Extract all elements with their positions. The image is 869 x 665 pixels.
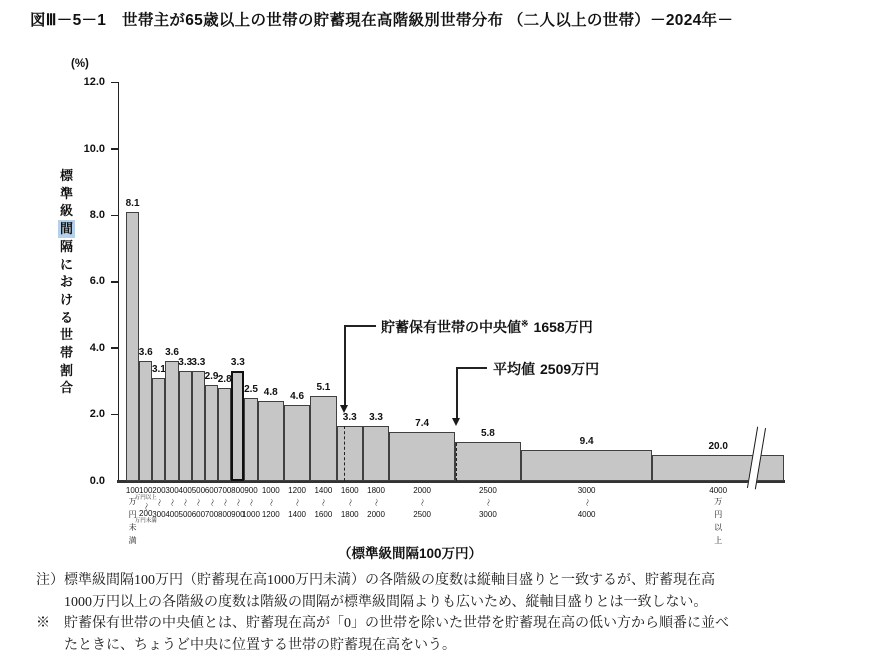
bar bbox=[179, 371, 192, 481]
bar bbox=[205, 385, 218, 481]
y-tick-label: 12.0 bbox=[83, 76, 105, 89]
y-tick-label: 6.0 bbox=[89, 275, 105, 288]
bar-value-label: 3.3 bbox=[342, 412, 357, 424]
median-dashed-line bbox=[344, 426, 345, 481]
x-tick-label: 900 bbox=[231, 510, 245, 519]
y-tick-mark bbox=[111, 215, 118, 217]
y-tick-label: 8.0 bbox=[89, 208, 105, 221]
x-tick-label: 200 bbox=[139, 509, 153, 518]
x-tick-label: 700 bbox=[218, 486, 232, 495]
y-axis-title-char: 標 bbox=[59, 168, 73, 183]
x-tick-label: 1200 bbox=[288, 486, 306, 495]
x-range-tilde: 〜 bbox=[233, 498, 243, 507]
x-range-tilde: 〜 bbox=[207, 498, 217, 507]
y-tick-mark bbox=[111, 414, 118, 416]
y-axis-title-char: 帯 bbox=[59, 345, 73, 360]
bar-value-label: 3.6 bbox=[138, 347, 153, 359]
x-tick-label: 万 bbox=[128, 497, 137, 506]
x-tick-label: 3000 bbox=[577, 486, 596, 495]
x-tick-label: 円 bbox=[128, 510, 137, 519]
bar bbox=[389, 432, 455, 481]
mean-dashed-line bbox=[456, 443, 457, 482]
x-range-tilde: 〜 bbox=[292, 498, 302, 507]
x-tick-label: 1600 bbox=[314, 510, 333, 519]
y-tick-label: 2.0 bbox=[89, 408, 105, 421]
x-tick-sublabel: 万円以上 bbox=[134, 495, 157, 501]
x-range-tilde: 〜 bbox=[246, 498, 256, 507]
bar-value-label: 3.6 bbox=[165, 347, 179, 359]
chart-title: 図Ⅲ－5－1 世帯主が65歳以上の世帯の貯蓄現在高階級別世帯分布 （二人以上の世帯）－2024年－ bbox=[30, 12, 734, 29]
y-axis-title-char: 間 bbox=[59, 221, 73, 237]
y-axis-title-char: 合 bbox=[59, 380, 73, 396]
bar-value-label: 20.0 bbox=[708, 441, 728, 453]
x-tick-sublabel: 万円未満 bbox=[134, 518, 157, 524]
median-annotation-value: 1658万円 bbox=[533, 319, 593, 335]
bar-value-label: 2.9 bbox=[204, 370, 219, 382]
x-range-tilde: 〜 bbox=[220, 498, 230, 507]
footnotes bbox=[36, 570, 741, 656]
footnote-1: 注）標準級間隔100万円（貯蓄現在高1000万円未満）の各階級の度数は縦軸目盛りと一致するが、貯蓄現在高1000万円以上の各階級の度数は階級の間隔が標準級間隔よりも広いため、縦軸目盛りとは一致しない。 bbox=[36, 573, 715, 610]
x-tick-label: 800 bbox=[218, 510, 232, 519]
x-tick-label: 500 bbox=[191, 486, 206, 495]
y-tick-mark bbox=[111, 82, 118, 84]
bar-value-label: 3.3 bbox=[191, 357, 206, 369]
x-range-tilde: 〜 bbox=[167, 498, 177, 507]
median-arrow-line bbox=[344, 325, 376, 327]
bar-value-label: 3.3 bbox=[178, 357, 193, 369]
arrowhead-down-icon bbox=[452, 418, 460, 426]
y-axis-title-char: け bbox=[59, 291, 73, 307]
x-tick-label: 満 bbox=[128, 536, 137, 545]
x-tick-label: 万 bbox=[714, 497, 723, 506]
x-tick-label: 600 bbox=[204, 486, 219, 495]
y-tick-label: 10.0 bbox=[83, 142, 105, 155]
y-tick-mark bbox=[111, 148, 118, 150]
bar bbox=[258, 401, 284, 481]
x-tick-label: 1800 bbox=[340, 510, 359, 519]
y-axis-title-char: 割 bbox=[59, 362, 73, 378]
bar-value-label: 5.8 bbox=[480, 428, 495, 440]
x-range-tilde: 〜 bbox=[193, 498, 203, 507]
x-tick-label: 800 bbox=[231, 486, 245, 495]
y-axis-title-char: 世 bbox=[59, 327, 73, 343]
bar bbox=[218, 388, 231, 481]
bar bbox=[310, 396, 336, 481]
x-tick-label: 600 bbox=[191, 510, 206, 519]
x-range-tilde: 〜 bbox=[154, 498, 164, 507]
bar bbox=[165, 361, 178, 481]
x-range-tilde: 〜 bbox=[180, 498, 190, 507]
x-range-tilde: 〜 bbox=[318, 498, 328, 507]
x-tick-label: 2500 bbox=[478, 486, 497, 495]
y-tick-mark bbox=[111, 281, 118, 283]
x-tick-label: 以 bbox=[714, 523, 723, 532]
y-axis-title-char: 隔 bbox=[59, 238, 73, 254]
y-axis-title-char: に bbox=[59, 256, 73, 272]
x-tick-label: 未 bbox=[128, 523, 137, 532]
bar-value-label: 3.3 bbox=[230, 357, 245, 369]
x-tick-label: 2000 bbox=[367, 510, 385, 519]
median-annotation-text: 貯蓄保有世帯の中央値 bbox=[381, 319, 521, 335]
x-tick-label: 4000 bbox=[709, 486, 728, 495]
x-range-tilde: 〜 bbox=[371, 498, 381, 507]
x-range-tilde: 〜 bbox=[266, 498, 276, 507]
bar-value-label: 8.1 bbox=[125, 198, 140, 210]
y-axis-line bbox=[118, 82, 120, 482]
x-tick-label: 1200 bbox=[261, 510, 280, 519]
mean-annotation-value: 2509万円 bbox=[540, 361, 600, 377]
bar bbox=[652, 455, 784, 481]
x-tick-label: 2000 bbox=[413, 486, 431, 495]
y-tick-label: 0.0 bbox=[89, 474, 105, 487]
bar bbox=[139, 361, 152, 481]
median-annotation-label bbox=[381, 317, 593, 337]
x-tick-label: 100 bbox=[125, 486, 140, 495]
bar-value-label: 2.8 bbox=[217, 374, 232, 386]
mean-arrow-line bbox=[456, 367, 458, 418]
x-range-tilde: 〜 bbox=[582, 498, 592, 507]
x-tick-label: 500 bbox=[178, 510, 192, 519]
y-axis-unit-label: (%) bbox=[71, 58, 89, 70]
mean-annotation-text: 平均値 bbox=[493, 361, 535, 377]
bar-value-label: 3.1 bbox=[151, 364, 166, 376]
bar bbox=[521, 450, 653, 481]
y-axis-title-char: 級 bbox=[59, 203, 73, 219]
bar-value-label: 9.4 bbox=[579, 435, 594, 447]
y-tick-mark bbox=[111, 347, 118, 349]
bar bbox=[244, 398, 257, 481]
x-tick-label: 1600 bbox=[340, 486, 359, 495]
x-tick-label: 100 bbox=[139, 486, 153, 495]
bar-value-label: 7.4 bbox=[415, 417, 430, 429]
bar-value-label: 2.5 bbox=[244, 384, 258, 395]
x-tick-label: 3000 bbox=[478, 510, 497, 519]
x-tick-label: 1400 bbox=[314, 486, 333, 495]
x-range-tilde: 〜 bbox=[483, 498, 493, 507]
bar-value-label: 3.3 bbox=[369, 412, 383, 424]
x-range-tilde: 〜 bbox=[417, 498, 427, 507]
x-tick-label: 1400 bbox=[288, 510, 306, 519]
x-tick-label: 200 bbox=[152, 486, 166, 495]
arrowhead-down-icon bbox=[340, 405, 348, 413]
y-axis-title-char: お bbox=[59, 274, 73, 290]
footnote-2: ※ 貯蓄保有世帯の中央値とは、貯蓄現在高が「0」の世帯を除いた世帯を貯蓄現在高の低い方から順番に並べたときに、ちょうど中央に位置する世帯の貯蓄現在高をいう。 bbox=[36, 616, 729, 653]
bar bbox=[363, 426, 389, 481]
x-tick-label: 4000 bbox=[577, 510, 596, 519]
mean-arrow-line bbox=[456, 367, 487, 369]
y-axis-title-char: る bbox=[59, 309, 73, 325]
bar bbox=[284, 405, 310, 481]
x-range-tilde: 〜 bbox=[345, 498, 355, 507]
bar-value-label: 5.1 bbox=[316, 382, 331, 394]
median-arrow-line bbox=[344, 325, 346, 406]
bar-value-label: 4.8 bbox=[263, 387, 278, 399]
x-tick-label: 上 bbox=[714, 536, 723, 545]
x-tick-label: 1000 bbox=[261, 486, 280, 495]
x-tick-label: 900 bbox=[244, 486, 258, 495]
x-range-tilde: 〜 bbox=[141, 502, 151, 511]
mean-annotation-label bbox=[493, 359, 599, 379]
x-tick-label: 円 bbox=[714, 510, 723, 519]
x-tick-label: 1800 bbox=[367, 486, 385, 495]
y-tick-label: 4.0 bbox=[89, 341, 105, 354]
x-tick-label: 400 bbox=[178, 486, 192, 495]
x-tick-label: 300 bbox=[152, 510, 166, 519]
y-axis-title-char: 準 bbox=[59, 185, 73, 201]
bar bbox=[455, 442, 521, 481]
x-tick-label: 700 bbox=[204, 510, 219, 519]
median-annotation-marker: ※ bbox=[521, 318, 529, 329]
x-tick-label: 300 bbox=[165, 486, 179, 495]
bar bbox=[337, 426, 363, 481]
x-tick-label: 400 bbox=[165, 510, 179, 519]
bar bbox=[152, 378, 165, 481]
bar bbox=[192, 371, 205, 481]
bar-value-label: 4.6 bbox=[290, 390, 305, 402]
x-axis-note: （標準級間隔100万円） bbox=[337, 546, 483, 561]
x-tick-label: 2500 bbox=[413, 510, 431, 519]
x-tick-label: 1000 bbox=[242, 510, 260, 519]
